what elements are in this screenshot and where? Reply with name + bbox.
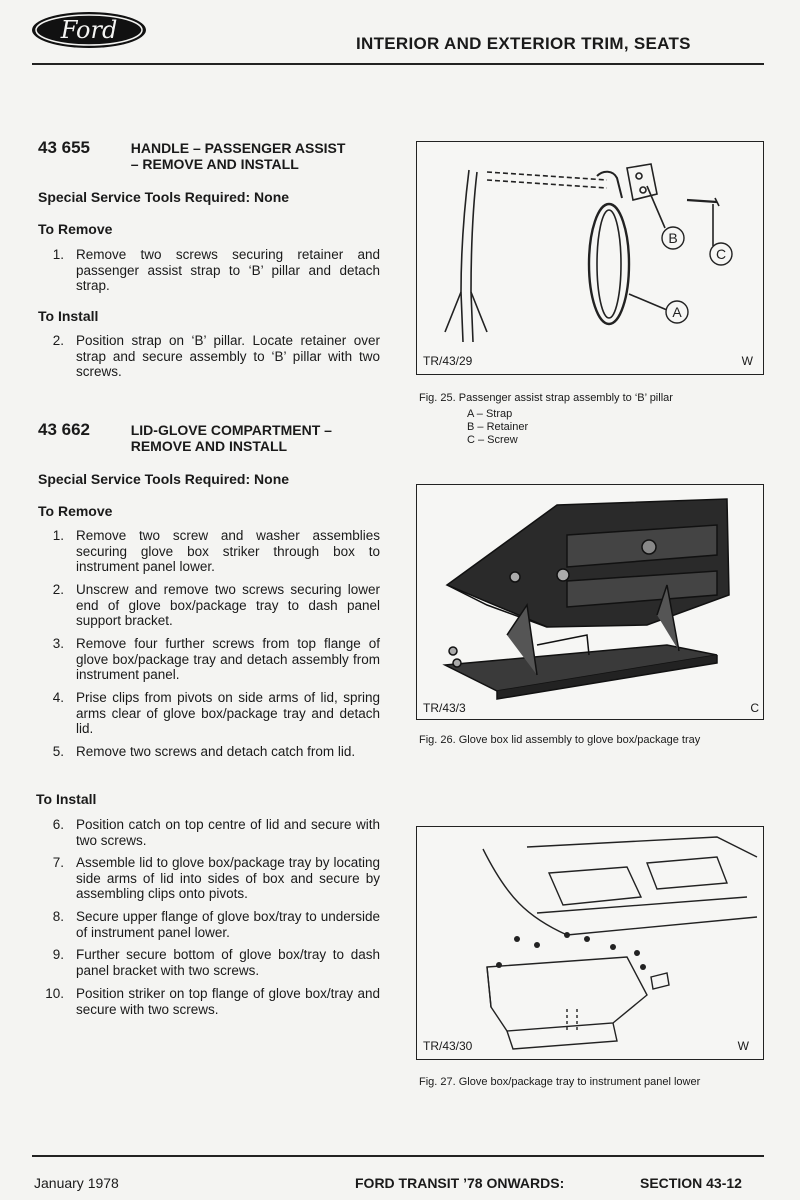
- figure-ref: TR/43/29: [423, 354, 473, 368]
- figure-caption: Fig. 25. Passenger assist strap assembly to ‘B’ pillar: [419, 392, 673, 404]
- step-item: 10. Position striker on top flange of glove box/tray and secure with two screws.: [45, 986, 380, 1017]
- legend-item: A – Strap: [467, 408, 513, 420]
- figure-caption: Fig. 26. Glove box lid assembly to glove box/package tray: [419, 734, 701, 746]
- step-item: 4. Prise clips from pivots on side arms of lid, spring arms clear of glove box/package tray and detach lid.: [52, 690, 380, 736]
- step-item: 9. Further secure bottom of glove box/tray to dash panel bracket with two screws.: [52, 947, 380, 978]
- ford-logo: [30, 10, 148, 50]
- callout-b: B: [668, 230, 678, 246]
- step-item: 2. Unscrew and remove two screws securing lower end of glove box/package tray to dash panel support bracket.: [52, 582, 380, 628]
- callout-a: A: [672, 304, 682, 320]
- footer-date: January 1978: [34, 1175, 119, 1191]
- figure-corner-mark: C: [750, 701, 759, 715]
- footer-model: FORD TRANSIT ’78 ONWARDS:: [355, 1175, 565, 1191]
- section-title: LID-GLOVE COMPARTMENT – REMOVE AND INSTALL: [130, 422, 332, 454]
- glove-box-illustration: [417, 485, 763, 719]
- legend-item: B – Retainer: [467, 421, 529, 433]
- section-number: 43 662: [38, 420, 90, 439]
- step-item: 1. Remove two screws securing retainer and passenger assist strap to ‘B’ pillar and detach strap.: [52, 247, 380, 293]
- figure-caption: Fig. 27. Glove box/package tray to instrument panel lower: [419, 1076, 701, 1088]
- subheading-install: To Install: [38, 308, 99, 324]
- footer-rule: [32, 1155, 764, 1157]
- step-item: 7. Assemble lid to glove box/package tray by locating side arms of lid into sides of box and secure by assembling clips onto pivots.: [52, 855, 380, 901]
- tray-panel-illustration: [417, 827, 763, 1059]
- step-item: 6. Position catch on top centre of lid and secure with two screws.: [52, 817, 380, 848]
- header-rule: [32, 63, 764, 65]
- step-item: 5. Remove two screws and detach catch from lid.: [52, 744, 356, 759]
- figure-corner-mark: W: [737, 1039, 749, 1053]
- step-item: 1. Remove two screw and washer assemblies securing glove box striker through box to instrument panel lower.: [52, 528, 380, 574]
- callout-c: C: [715, 246, 727, 262]
- subheading-install: To Install: [36, 791, 97, 807]
- figure-legend: [467, 408, 528, 447]
- figure-corner-mark: W: [741, 354, 753, 368]
- step-item: 3. Remove four further screws from top flange of glove box/package tray and detach assembly from instrument panel.: [52, 636, 380, 682]
- strap-illustration: [417, 142, 763, 374]
- ford-logo-text: Ford: [60, 16, 118, 44]
- subheading-remove: To Remove: [38, 221, 113, 237]
- footer-section: SECTION 43-12: [640, 1175, 742, 1191]
- figure-glove-box-lid: [416, 484, 764, 720]
- step-item: 8. Secure upper flange of glove box/tray to underside of instrument panel lower.: [52, 909, 380, 940]
- tools-required: Special Service Tools Required: None: [38, 471, 290, 487]
- figure-passenger-assist-strap: [416, 141, 764, 375]
- tools-required: Special Service Tools Required: None: [38, 189, 290, 205]
- section-heading: [38, 138, 345, 172]
- page-header-title: INTERIOR AND EXTERIOR TRIM, SEATS: [356, 34, 691, 53]
- section-heading: [38, 420, 332, 454]
- section-title: HANDLE – PASSENGER ASSIST – REMOVE AND INSTALL: [130, 140, 346, 172]
- figure-ref: TR/43/3: [423, 701, 466, 715]
- figure-ref: TR/43/30: [423, 1039, 473, 1053]
- legend-item: C – Screw: [467, 434, 518, 446]
- figure-tray-to-panel: [416, 826, 764, 1060]
- section-number: 43 655: [38, 138, 90, 157]
- subheading-remove: To Remove: [38, 503, 113, 519]
- step-item: 2. Position strap on ‘B’ pillar. Locate retainer over strap and secure assembly to ‘B’ pillar with two screws.: [52, 333, 380, 379]
